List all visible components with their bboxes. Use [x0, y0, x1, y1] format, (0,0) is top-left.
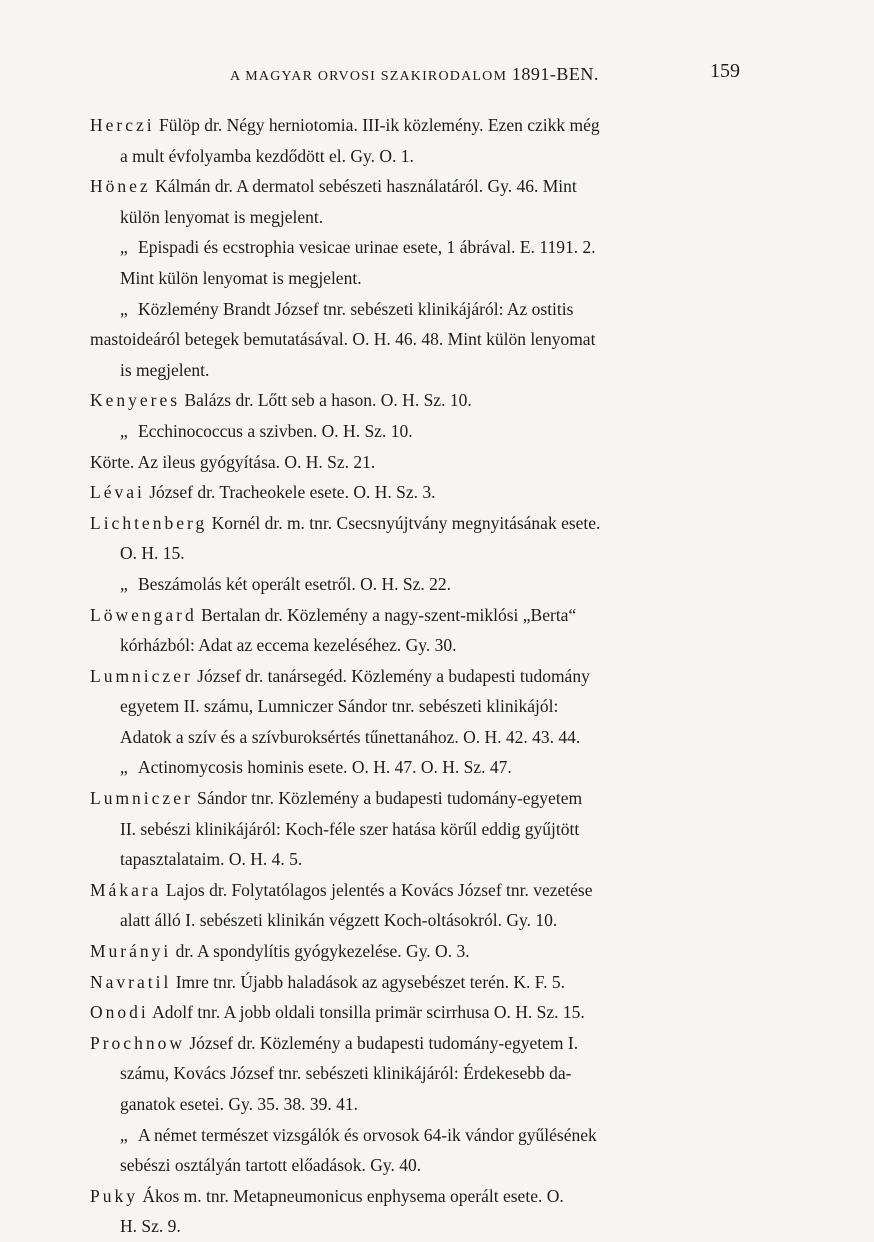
entry-text: A német természet vizsgálók és orvosok 64-ik vándor gyűlésének: [138, 1124, 597, 1145]
entry-continuation-line: tapasztalataim. O. H. 4. 5.: [120, 849, 303, 870]
running-title: [230, 64, 599, 85]
entry-first-line: [90, 1181, 740, 1212]
entry-text: Kálmán dr. A dermatol sebészeti használatáról. Gy. 46. Mint: [150, 176, 577, 197]
author-name: Herczi: [90, 115, 155, 135]
bibliography-entries: [90, 110, 740, 1242]
author-name: Kenyeres: [90, 390, 181, 411]
entry-continuation-line: is megjelent.: [120, 359, 210, 380]
author-name: Puky: [90, 1185, 138, 1206]
entry-text: Imre tnr. Újabb haladások az agysebészet terén. K. F. 5.: [171, 971, 566, 992]
entry-ditto-line: [90, 752, 740, 783]
entry-continuation-line: II. sebészi klinikájáról: Koch-féle szer hatása körűl eddig gyűjtött: [120, 818, 580, 839]
entry-text: Beszámolás két operált esetről. O. H. Sz. 22.: [138, 573, 451, 594]
entry-first-line: [90, 1028, 740, 1059]
entry-first-line: [90, 171, 740, 202]
entry-text: Epispadi és ecstrophia vesicae urinae esete, 1 ábrával. E. 1191. 2.: [138, 237, 596, 258]
entry-text: Kornél dr. m. tnr. Csecsnyújtvány megnyitásának esete.: [207, 512, 601, 533]
running-title-text: A MAGYAR ORVOSI SZAKIRODALOM: [230, 69, 508, 84]
entry-first-line: [90, 997, 740, 1028]
author-name: Lévai: [90, 482, 145, 503]
entry-text: Közlemény Brandt József tnr. sebészeti klinikájáról: Az ostitis: [138, 298, 574, 319]
entry-continuation-line: egyetem II. számu, Lumniczer Sándor tnr. sebészeti klinikájól:: [120, 696, 559, 717]
author-name: Mákara: [90, 879, 162, 900]
entry-line: mastoideáról betegek bemutatásával. O. H. 46. 48. Mint külön lenyomat: [90, 329, 596, 350]
entry-ditto-line: [90, 1120, 740, 1151]
entry-first-line: [90, 385, 740, 416]
author-name: Lumniczer: [90, 788, 193, 809]
entry-continuation-line: O. H. 15.: [120, 543, 185, 564]
entry-text: Actinomycosis hominis esete. O. H. 47. O. H. Sz. 47.: [138, 757, 512, 778]
entry-text: Ákos m. tnr. Metapneumonicus enphysema operált esete. O.: [137, 1185, 564, 1206]
entry-text: Balázs dr. Lőtt seb a hason. O. H. Sz. 10.: [180, 390, 472, 411]
ditto-mark: „: [120, 420, 128, 441]
entry-continuation-line: számu, Kovács József tnr. sebészeti klinikájáról: Érdekesebb da-: [120, 1063, 572, 1084]
ditto-mark: „: [120, 757, 128, 778]
entry-continuation-line: Mint külön lenyomat is megjelent.: [120, 267, 362, 288]
entry-first-line: [90, 967, 740, 998]
ditto-mark: „: [120, 237, 128, 258]
running-head: [90, 60, 740, 90]
entry-continuation-line: Adatok a szív és a szívburoksértés tűnettanához. O. H. 42. 43. 44.: [120, 726, 581, 747]
author-name: Onodi: [90, 1002, 149, 1023]
author-name: Prochnow: [90, 1032, 185, 1053]
author-name: Löwengard: [90, 604, 197, 625]
entry-first-line: [90, 508, 740, 539]
author-name: Murányi: [90, 941, 172, 962]
entry-ditto-line: [90, 569, 740, 600]
entry-first-line: [90, 600, 740, 631]
entry-ditto-line: [90, 232, 740, 263]
entry-continuation-line: kórházból: Adat az eccema kezeléséhez. Gy. 30.: [120, 635, 457, 656]
entry-continuation-line: sebészi osztályán tartott előadások. Gy. 40.: [120, 1155, 422, 1176]
entry-first-line: [90, 477, 740, 508]
entry-continuation-line: ganatok esetei. Gy. 35. 38. 39. 41.: [120, 1094, 358, 1114]
ditto-mark: „: [120, 1124, 128, 1145]
running-title-year: 1891-BEN.: [511, 64, 599, 84]
entry-text: József dr. Tracheokele esete. O. H. Sz. 3.: [144, 482, 436, 503]
entry-text: Sándor tnr. Közlemény a budapesti tudomány-egyetem: [192, 788, 583, 809]
entry-text: Ecchinococcus a szivben. O. H. Sz. 10.: [138, 420, 413, 441]
ditto-mark: „: [120, 298, 128, 319]
entry-ditto-line: [90, 416, 740, 447]
entry-text: Bertalan dr. Közlemény a nagy-szent-miklósi „Berta“: [196, 604, 577, 625]
entry-text: József dr. tanársegéd. Közlemény a budapesti tudomány: [192, 665, 590, 686]
entry-text: József dr. Közlemény a budapesti tudomány-egyetem I.: [184, 1032, 579, 1053]
entry-first-line: [90, 661, 740, 692]
entry-text: Lajos dr. Folytatólagos jelentés a Kovács József tnr. vezetése: [161, 879, 593, 900]
entry-first-line: [90, 936, 740, 967]
page-number: 159: [710, 60, 740, 82]
entry-line: Körte. Az ileus gyógyítása. O. H. Sz. 21.: [90, 451, 376, 472]
entry-text: Fülöp dr. Négy herniotomia. III-ik közlemény. Ezen czikk még: [154, 115, 600, 135]
author-name: Hönez: [90, 176, 151, 197]
ditto-mark: „: [120, 573, 128, 594]
author-name: Lichtenberg: [90, 512, 208, 533]
author-name: Navratil: [90, 971, 172, 992]
entry-text: Adolf tnr. A jobb oldali tonsilla primär scirrhusa O. H. Sz. 15.: [148, 1002, 585, 1023]
entry-ditto-line: [90, 294, 740, 325]
entry-first-line: [90, 875, 740, 906]
entry-continuation-line: külön lenyomat is megjelent.: [120, 206, 324, 227]
entry-first-line: [90, 110, 740, 141]
entry-continuation-line: a mult évfolyamba kezdődött el. Gy. O. 1.: [120, 145, 414, 166]
entry-continuation-line: alatt álló I. sebészeti klinikán végzett Koch-oltásokról. Gy. 10.: [120, 910, 558, 931]
entry-first-line: [90, 783, 740, 814]
entry-continuation-line: H. Sz. 9.: [120, 1216, 181, 1237]
entry-text: dr. A spondylítis gyógykezelése. Gy. O. 3.: [171, 941, 470, 962]
author-name: Lumniczer: [90, 665, 193, 686]
